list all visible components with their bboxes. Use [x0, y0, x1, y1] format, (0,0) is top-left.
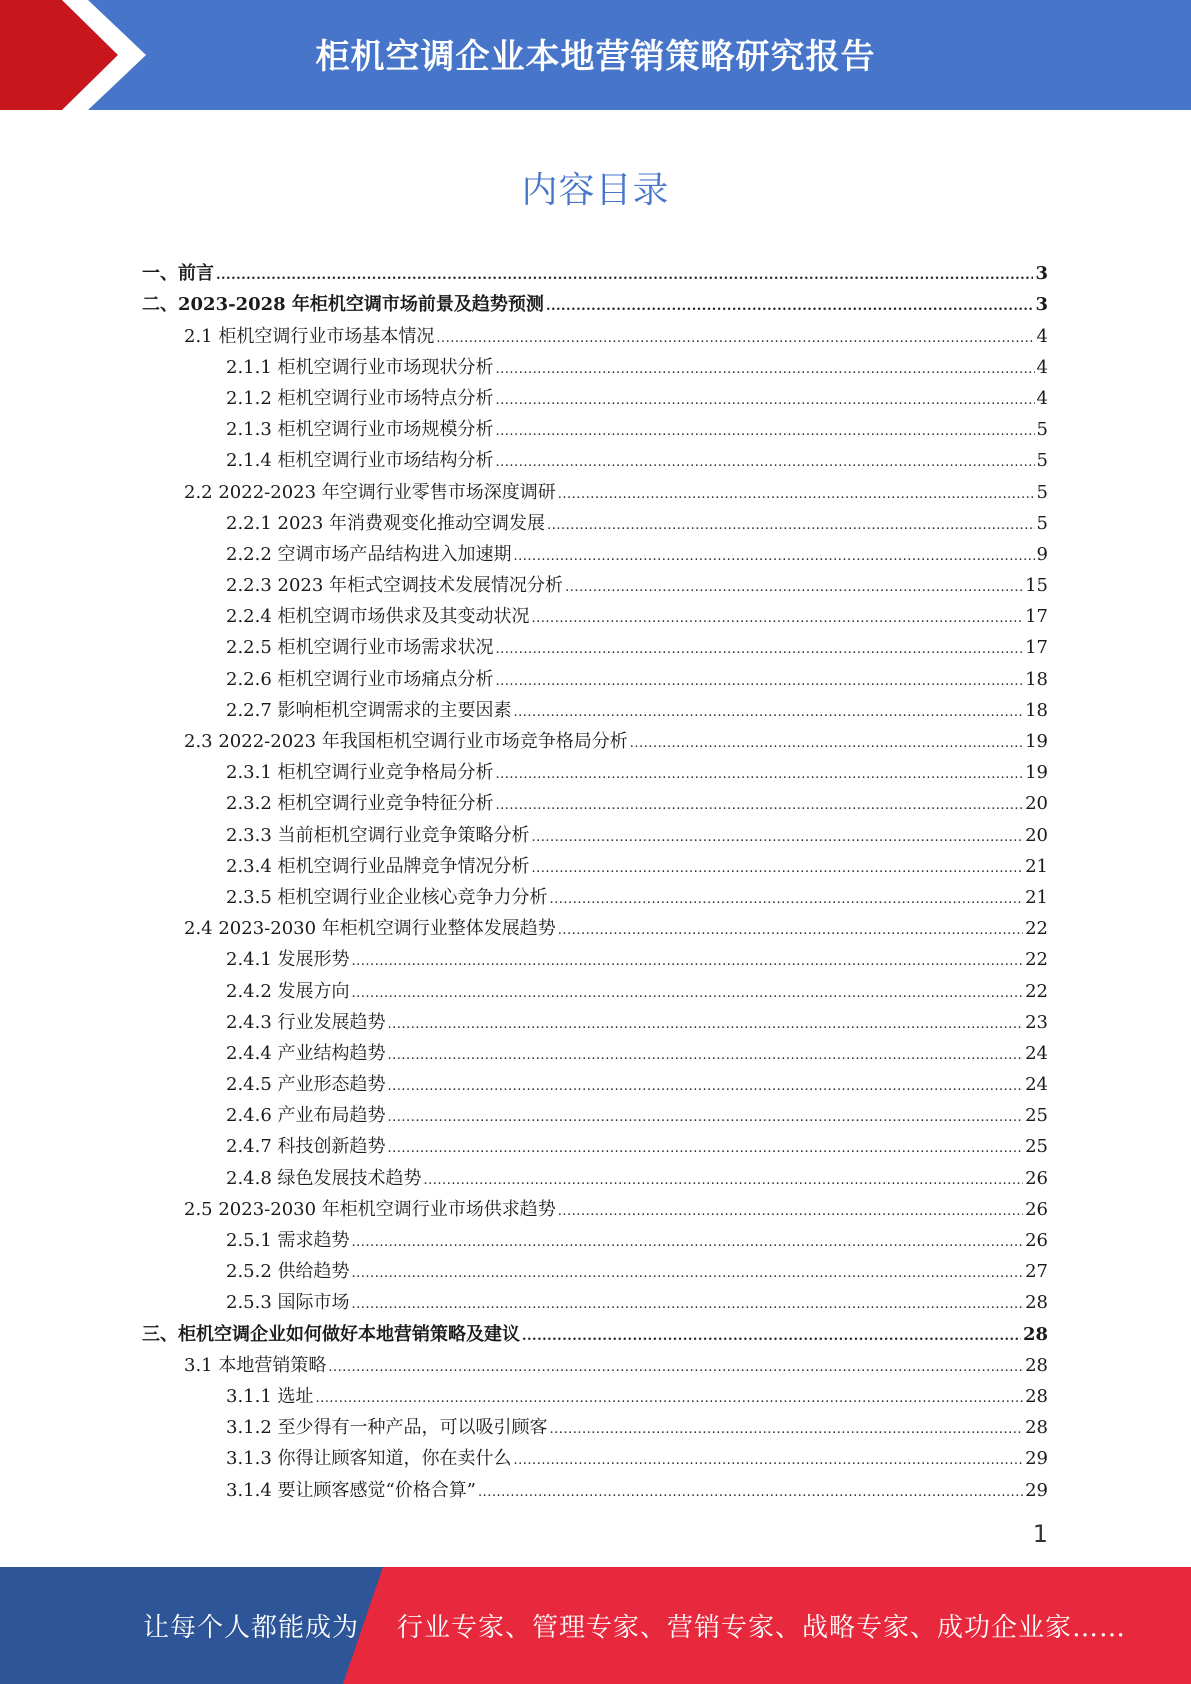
toc-entry-page: 22 — [1025, 918, 1048, 940]
toc-entry[interactable] — [142, 254, 1048, 285]
toc-entry[interactable] — [142, 753, 1048, 784]
report-title — [0, 0, 1191, 110]
toc-entry-page: 5 — [1036, 512, 1048, 534]
toc-entry[interactable] — [142, 815, 1048, 846]
toc-entry-page: 4 — [1036, 387, 1048, 409]
toc-entry[interactable] — [142, 909, 1048, 940]
toc-dot-leader — [496, 427, 1035, 437]
toc-dot-leader — [388, 1020, 1024, 1030]
toc-dot-leader — [496, 365, 1035, 375]
toc-dot-leader — [514, 1456, 1024, 1466]
toc-entry-page: 24 — [1025, 1042, 1048, 1064]
footer-banner — [0, 1567, 1191, 1684]
toc-dot-leader — [630, 739, 1023, 749]
toc-entry-page: 18 — [1025, 668, 1048, 690]
page-number: 1 — [1032, 1520, 1048, 1548]
toc-entry[interactable] — [142, 940, 1048, 971]
toc-entry-label: 2.1 柜机空调行业市场基本情况 — [184, 325, 435, 347]
toc-dot-leader — [216, 271, 1033, 281]
toc-entry-label: 2.1.3 柜机空调行业市场规模分析 — [226, 419, 494, 441]
toc-entry-page: 27 — [1025, 1261, 1048, 1283]
toc-entry-page: 25 — [1025, 1105, 1048, 1127]
toc-entry-label: 一、前言 — [142, 263, 214, 285]
toc-entry-page: 20 — [1025, 793, 1048, 815]
toc-entry-label: 2.5.2 供给趋势 — [226, 1261, 350, 1283]
toc-entry-page: 3 — [1035, 294, 1048, 316]
toc-entry-page: 28 — [1025, 1292, 1048, 1314]
toc-entry-label: 2.2.7 影响柜机空调需求的主要因素 — [226, 699, 512, 721]
toc-entry[interactable] — [142, 1470, 1048, 1501]
toc-entry-page: 26 — [1025, 1167, 1048, 1189]
toc-entry[interactable] — [142, 1408, 1048, 1439]
toc-entry-page: 29 — [1025, 1479, 1048, 1501]
toc-entry-page: 28 — [1025, 1417, 1048, 1439]
toc-entry-label: 二、2023-2028 年柜机空调市场前景及趋势预测 — [142, 294, 544, 316]
toc-entry-label: 3.1.3 你得让顾客知道，你在卖什么 — [226, 1448, 512, 1470]
toc-dot-leader — [532, 864, 1024, 874]
toc-entry-page: 15 — [1025, 575, 1048, 597]
toc-entry-label: 2.5.1 需求趋势 — [226, 1230, 350, 1251]
toc-entry[interactable] — [142, 878, 1048, 909]
toc-dot-leader — [496, 801, 1024, 811]
toc-entry-label: 2.2.1 2023 年消费观变化推动空调发展 — [226, 512, 546, 534]
toc-dot-leader — [352, 1300, 1024, 1310]
toc-entry-page: 22 — [1025, 980, 1048, 1002]
toc-entry[interactable] — [142, 1346, 1048, 1377]
toc-dot-leader — [558, 1207, 1023, 1217]
toc-dot-leader — [352, 957, 1024, 967]
toc-dot-leader — [532, 614, 1024, 624]
toc-entry-label: 2.1.4 柜机空调行业市场结构分析 — [226, 450, 494, 472]
toc-dot-leader — [316, 1394, 1024, 1404]
toc-entry[interactable] — [142, 410, 1048, 441]
toc-entry-page: 19 — [1025, 762, 1048, 784]
table-of-contents — [142, 254, 1048, 1502]
toc-entry-page: 21 — [1025, 886, 1048, 908]
toc-entry-label: 2.3.3 当前柜机空调行业竞争策略分析 — [226, 824, 530, 846]
toc-entry-label: 2.4.5 产业形态趋势 — [226, 1074, 386, 1096]
toc-entry-label: 2.2.2 空调市场产品结构进入加速期 — [226, 543, 512, 565]
toc-entry-page: 24 — [1025, 1074, 1048, 1096]
toc-entry-page: 17 — [1025, 637, 1048, 659]
toc-entry-page: 17 — [1025, 606, 1048, 628]
toc-dot-leader — [436, 334, 1034, 344]
toc-entry-page: 22 — [1025, 949, 1048, 971]
toc-dot-leader — [550, 895, 1024, 905]
toc-entry[interactable] — [142, 784, 1048, 815]
toc-entry-label: 2.3 2022-2023 年我国柜机空调行业市场竞争格局分析 — [184, 731, 628, 752]
toc-dot-leader — [388, 1051, 1024, 1061]
toc-entry-page: 4 — [1036, 325, 1048, 347]
toc-dot-leader — [546, 302, 1034, 312]
toc-entry-label: 3.1 本地营销策略 — [184, 1354, 327, 1376]
toc-dot-leader — [496, 458, 1035, 468]
toc-dot-leader — [388, 1144, 1024, 1154]
toc-dot-leader — [550, 1425, 1024, 1435]
toc-entry-label: 2.2 2022-2023 年空调行业零售市场深度调研 — [184, 481, 556, 503]
toc-entry-page: 21 — [1025, 855, 1048, 877]
toc-entry-label: 2.4.4 产业结构趋势 — [226, 1042, 386, 1064]
toc-entry[interactable] — [142, 1096, 1048, 1127]
toc-entry-label: 2.4.6 产业布局趋势 — [226, 1105, 386, 1127]
toc-dot-leader — [514, 708, 1024, 718]
toc-entry-label: 2.4.2 发展方向 — [226, 980, 350, 1002]
toc-entry[interactable] — [142, 1377, 1048, 1408]
toc-entry-page: 4 — [1036, 356, 1048, 378]
toc-dot-leader — [388, 1113, 1024, 1123]
toc-entry-label: 2.3.1 柜机空调行业竞争格局分析 — [226, 762, 494, 784]
toc-dot-leader — [496, 770, 1024, 780]
toc-dot-leader — [547, 521, 1034, 531]
toc-entry[interactable] — [142, 504, 1048, 535]
toc-entry[interactable] — [142, 348, 1048, 379]
toc-entry-label: 2.2.5 柜机空调行业市场需求状况 — [226, 637, 494, 659]
toc-dot-leader — [496, 677, 1024, 687]
toc-entry-label: 2.3.2 柜机空调行业竞争特征分析 — [226, 793, 494, 815]
toc-entry-page: 29 — [1025, 1448, 1048, 1470]
toc-entry[interactable] — [142, 1221, 1048, 1252]
toc-entry[interactable] — [142, 1065, 1048, 1096]
toc-entry-page: 28 — [1025, 1385, 1048, 1407]
toc-entry[interactable] — [142, 379, 1048, 410]
toc-entry[interactable] — [142, 1439, 1048, 1470]
toc-entry-label: 2.1.1 柜机空调行业市场现状分析 — [226, 356, 494, 378]
footer-slogan-left: 让每个人都能成为 — [143, 1613, 360, 1643]
toc-entry-page: 28 — [1025, 1354, 1048, 1376]
toc-entry[interactable] — [142, 472, 1048, 503]
toc-heading: 内容目录 — [521, 170, 670, 211]
toc-entry[interactable] — [142, 566, 1048, 597]
toc-entry-page: 18 — [1025, 699, 1048, 721]
toc-entry-page: 26 — [1025, 1198, 1048, 1220]
toc-entry-label: 3.1.4 要让顾客感觉“价格合算” — [226, 1479, 476, 1501]
toc-entry-label: 2.4.7 科技创新趋势 — [226, 1136, 386, 1158]
toc-entry[interactable] — [142, 971, 1048, 1002]
toc-entry-label: 2.3.4 柜机空调行业品牌竞争情况分析 — [226, 855, 530, 877]
toc-entry-page: 26 — [1025, 1230, 1048, 1251]
toc-entry-page: 19 — [1025, 731, 1048, 752]
toc-dot-leader — [424, 1176, 1024, 1186]
toc-entry[interactable] — [142, 1003, 1048, 1034]
toc-dot-leader — [388, 1082, 1024, 1092]
toc-entry[interactable] — [142, 1314, 1048, 1345]
toc-dot-leader — [558, 490, 1035, 500]
toc-entry-page: 20 — [1025, 824, 1048, 846]
toc-entry-page: 25 — [1025, 1136, 1048, 1158]
toc-entry[interactable] — [142, 285, 1048, 316]
toc-entry[interactable] — [142, 441, 1048, 472]
toc-entry[interactable] — [142, 659, 1048, 690]
toc-entry-page: 28 — [1022, 1323, 1048, 1345]
toc-entry[interactable] — [142, 1283, 1048, 1314]
toc-entry[interactable] — [142, 1034, 1048, 1065]
toc-entry-label: 2.1.2 柜机空调行业市场特点分析 — [226, 387, 494, 409]
toc-entry-page: 9 — [1036, 543, 1048, 565]
toc-entry[interactable] — [142, 691, 1048, 722]
toc-entry-label: 2.4.8 绿色发展技术趋势 — [226, 1167, 422, 1189]
toc-entry[interactable] — [142, 597, 1048, 628]
toc-entry-label: 2.2.4 柜机空调市场供求及其变动状况 — [226, 606, 530, 628]
toc-entry[interactable] — [142, 535, 1048, 566]
toc-entry[interactable] — [142, 1127, 1048, 1158]
toc-dot-leader — [496, 645, 1024, 655]
toc-entry-label: 2.5.3 国际市场 — [226, 1292, 350, 1314]
toc-entry-label: 三、柜机空调企业如何做好本地营销策略及建议 — [142, 1323, 520, 1345]
toc-entry-page: 5 — [1036, 450, 1048, 472]
toc-entry-label: 3.1.2 至少得有一种产品，可以吸引顾客 — [226, 1417, 548, 1439]
header-banner — [0, 0, 1191, 110]
footer-slogan-right: 行业专家、管理专家、营销专家、战略专家、成功企业家…… — [397, 1613, 1127, 1643]
toc-dot-leader — [565, 583, 1023, 593]
toc-dot-leader — [352, 1238, 1024, 1248]
toc-dot-leader — [478, 1488, 1023, 1498]
toc-entry[interactable] — [142, 316, 1048, 347]
toc-entry-label: 2.4.3 行业发展趋势 — [226, 1011, 386, 1033]
toc-dot-leader — [514, 552, 1035, 562]
toc-dot-leader — [352, 989, 1024, 999]
toc-dot-leader — [532, 833, 1024, 843]
toc-entry-page: 5 — [1036, 419, 1048, 441]
toc-entry-label: 3.1.1 选址 — [226, 1385, 314, 1407]
toc-entry-label: 2.3.5 柜机空调行业企业核心竞争力分析 — [226, 886, 548, 908]
toc-entry-label: 2.4 2023-2030 年柜机空调行业整体发展趋势 — [184, 918, 556, 940]
toc-entry-page: 3 — [1035, 263, 1048, 285]
toc-dot-leader — [522, 1332, 1021, 1342]
toc-entry-label: 2.5 2023-2030 年柜机空调行业市场供求趋势 — [184, 1198, 556, 1220]
toc-dot-leader — [352, 1269, 1024, 1279]
toc-entry[interactable] — [142, 628, 1048, 659]
toc-entry[interactable] — [142, 1252, 1048, 1283]
toc-dot-leader — [496, 396, 1035, 406]
toc-entry[interactable] — [142, 1158, 1048, 1189]
toc-entry-label: 2.2.6 柜机空调行业市场痛点分析 — [226, 668, 494, 690]
toc-dot-leader — [328, 1363, 1023, 1373]
toc-entry-label: 2.2.3 2023 年柜式空调技术发展情况分析 — [226, 575, 564, 597]
toc-entry[interactable] — [142, 722, 1048, 753]
toc-dot-leader — [558, 926, 1023, 936]
toc-entry-page: 23 — [1025, 1011, 1048, 1033]
toc-entry[interactable] — [142, 1190, 1048, 1221]
report-title-text: 柜机空调企业本地营销策略研究报告 — [315, 36, 876, 77]
toc-entry-page: 5 — [1036, 481, 1048, 503]
toc-entry[interactable] — [142, 847, 1048, 878]
toc-entry-label: 2.4.1 发展形势 — [226, 949, 350, 971]
